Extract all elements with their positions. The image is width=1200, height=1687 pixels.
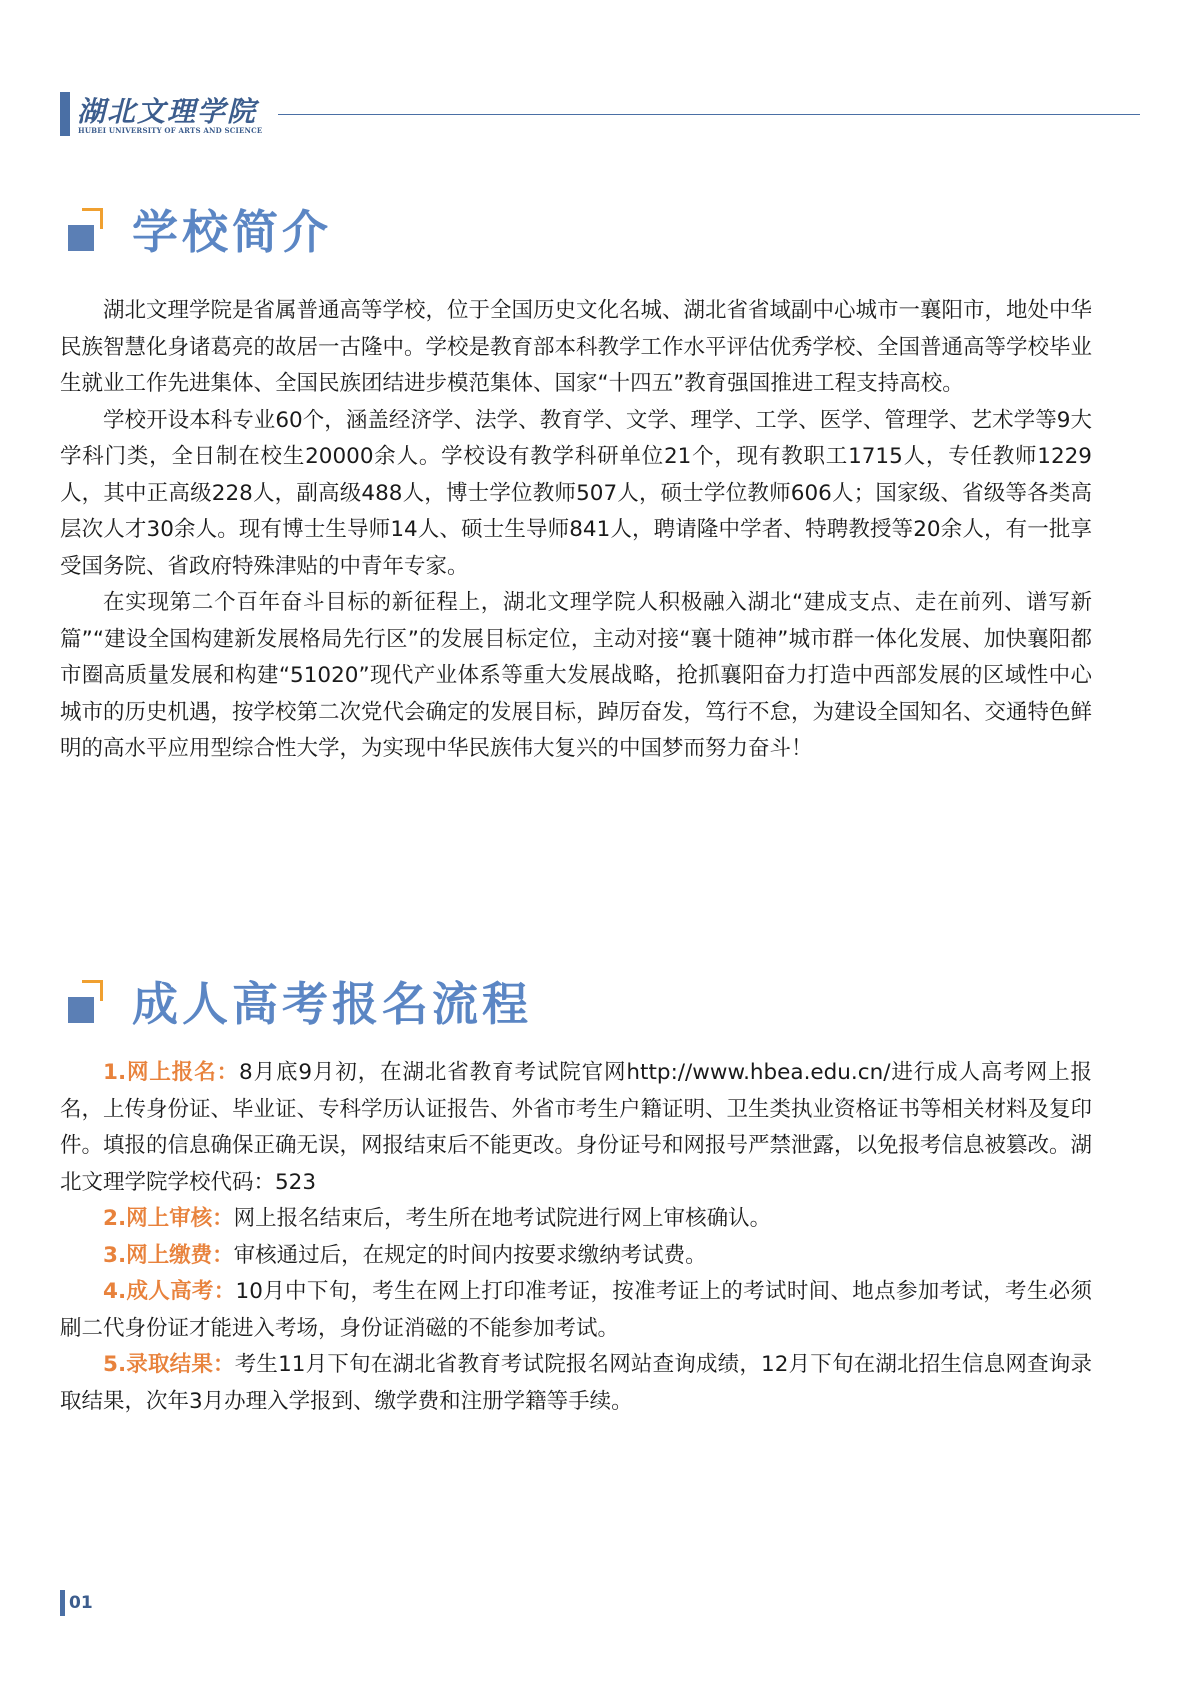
process-step-5	[60, 1347, 1092, 1420]
title-marker-icon	[68, 980, 112, 1024]
page-number	[60, 1590, 93, 1616]
process-step-2	[60, 1201, 1092, 1238]
header-accent-bar	[60, 92, 70, 136]
process-step-3	[60, 1238, 1092, 1275]
intro-paragraph-2: 学校开设本科专业60个，涵盖经济学、法学、教育学、文学、理学、工学、医学、管理学、艺术学等9大学科门类，全日制在校生20000余人。学校设有教学科研单位21个，现有教职工1715人，专任教师1229人，其中正高级228人，副高级488人，博士学位教师507人，硕士学位教师606人；国家级、省级等各类高层次人才30余人。现有博士生导师14人、硕士生导师841人，聘请隆中学者、特聘教授等20余人，有一批享受国务院、省政府特殊津贴的中青年专家。	[60, 407, 1092, 579]
step-label: 2.网上审核：	[103, 1206, 234, 1231]
intro-content	[60, 293, 1092, 768]
process-step-1	[60, 1055, 1092, 1201]
step-label: 1.网上报名：	[103, 1060, 239, 1085]
section-heading: 成人高考报名流程	[132, 977, 532, 1031]
title-marker-icon	[68, 208, 112, 252]
step-label: 4.成人高考：	[103, 1279, 236, 1304]
step-text: 考生11月下旬在湖北省教育考试院报名网站查询成绩，12月下旬在湖北招生信息网查询录取结果，次年3月办理入学报到、缴学费和注册学籍等手续。	[60, 1352, 1092, 1414]
intro-paragraph-3: 在实现第二个百年奋斗目标的新征程上，湖北文理学院人积极融入湖北“建成支点、走在前列、谱写新篇”“建设全国构建新发展格局先行区”的发展目标定位，主动对接“襄十随神”城市群一体化发展、加快襄阳都市圈高质量发展和构建“51020”现代产业体系等重大发展战略，抢抓襄阳奋力打造中西部发展的区域性中心城市的历史机遇，按学校第二次党代会确定的发展目标，踔厉奋发，笃行不怠，为建设全国知名、交通特色鲜明的高水平应用型综合性大学，为实现中华民族伟大复兴的中国梦而努力奋斗！	[60, 590, 1093, 761]
process-step-4	[60, 1274, 1092, 1347]
step-text: 8月底9月初，在湖北省教育考试院官网http://www.hbea.edu.cn/进行成人高考网上报名，上传身份证、毕业证、专科学历认证报告、外省市考生户籍证明、卫生类执业资格证书等相关材料及复印件。填报的信息确保正确无误，网报结束后不能更改。身份证号和网报号严禁泄露，以免报考信息被篡改。湖北文理学院学校代码：523	[60, 1060, 1093, 1195]
university-logo-text: 湖北文理学院	[77, 95, 258, 128]
process-content	[60, 1055, 1092, 1420]
page-number-text: 01	[69, 1593, 93, 1613]
step-label: 3.网上缴费：	[103, 1242, 234, 1268]
section-heading: 学校简介	[132, 205, 332, 259]
intro-paragraph-1: 湖北文理学院是省属普通高等学校，位于全国历史文化名城、湖北省省域副中心城市一襄阳市，地处中华民族智慧化身诸葛亮的故居一古隆中。学校是教育部本科教学工作水平评估优秀学校、全国普通高等学校毕业生就业工作先进集体、全国民族团结进步模范集体、国家“十四五”教育强国推进工程支持高校。	[60, 298, 1093, 396]
step-label: 5.录取结果：	[103, 1352, 235, 1377]
step-text: 审核通过后，在规定的时间内按要求缴纳考试费。	[233, 1242, 707, 1268]
step-text: 网上报名结束后，考生所在地考试院进行网上审核确认。	[233, 1206, 772, 1231]
header-divider	[278, 114, 1140, 115]
page-number-bar	[60, 1590, 65, 1616]
university-logo-subtitle: HUBEI UNIVERSITY OF ARTS AND SCIENCE	[78, 126, 263, 135]
page-header	[60, 92, 1140, 140]
step-text: 10月中下旬，考生在网上打印准考证，按准考证上的考试时间、地点参加考试，考生必须刷二代身份证才能进入考场，身份证消磁的不能参加考试。	[60, 1279, 1092, 1341]
